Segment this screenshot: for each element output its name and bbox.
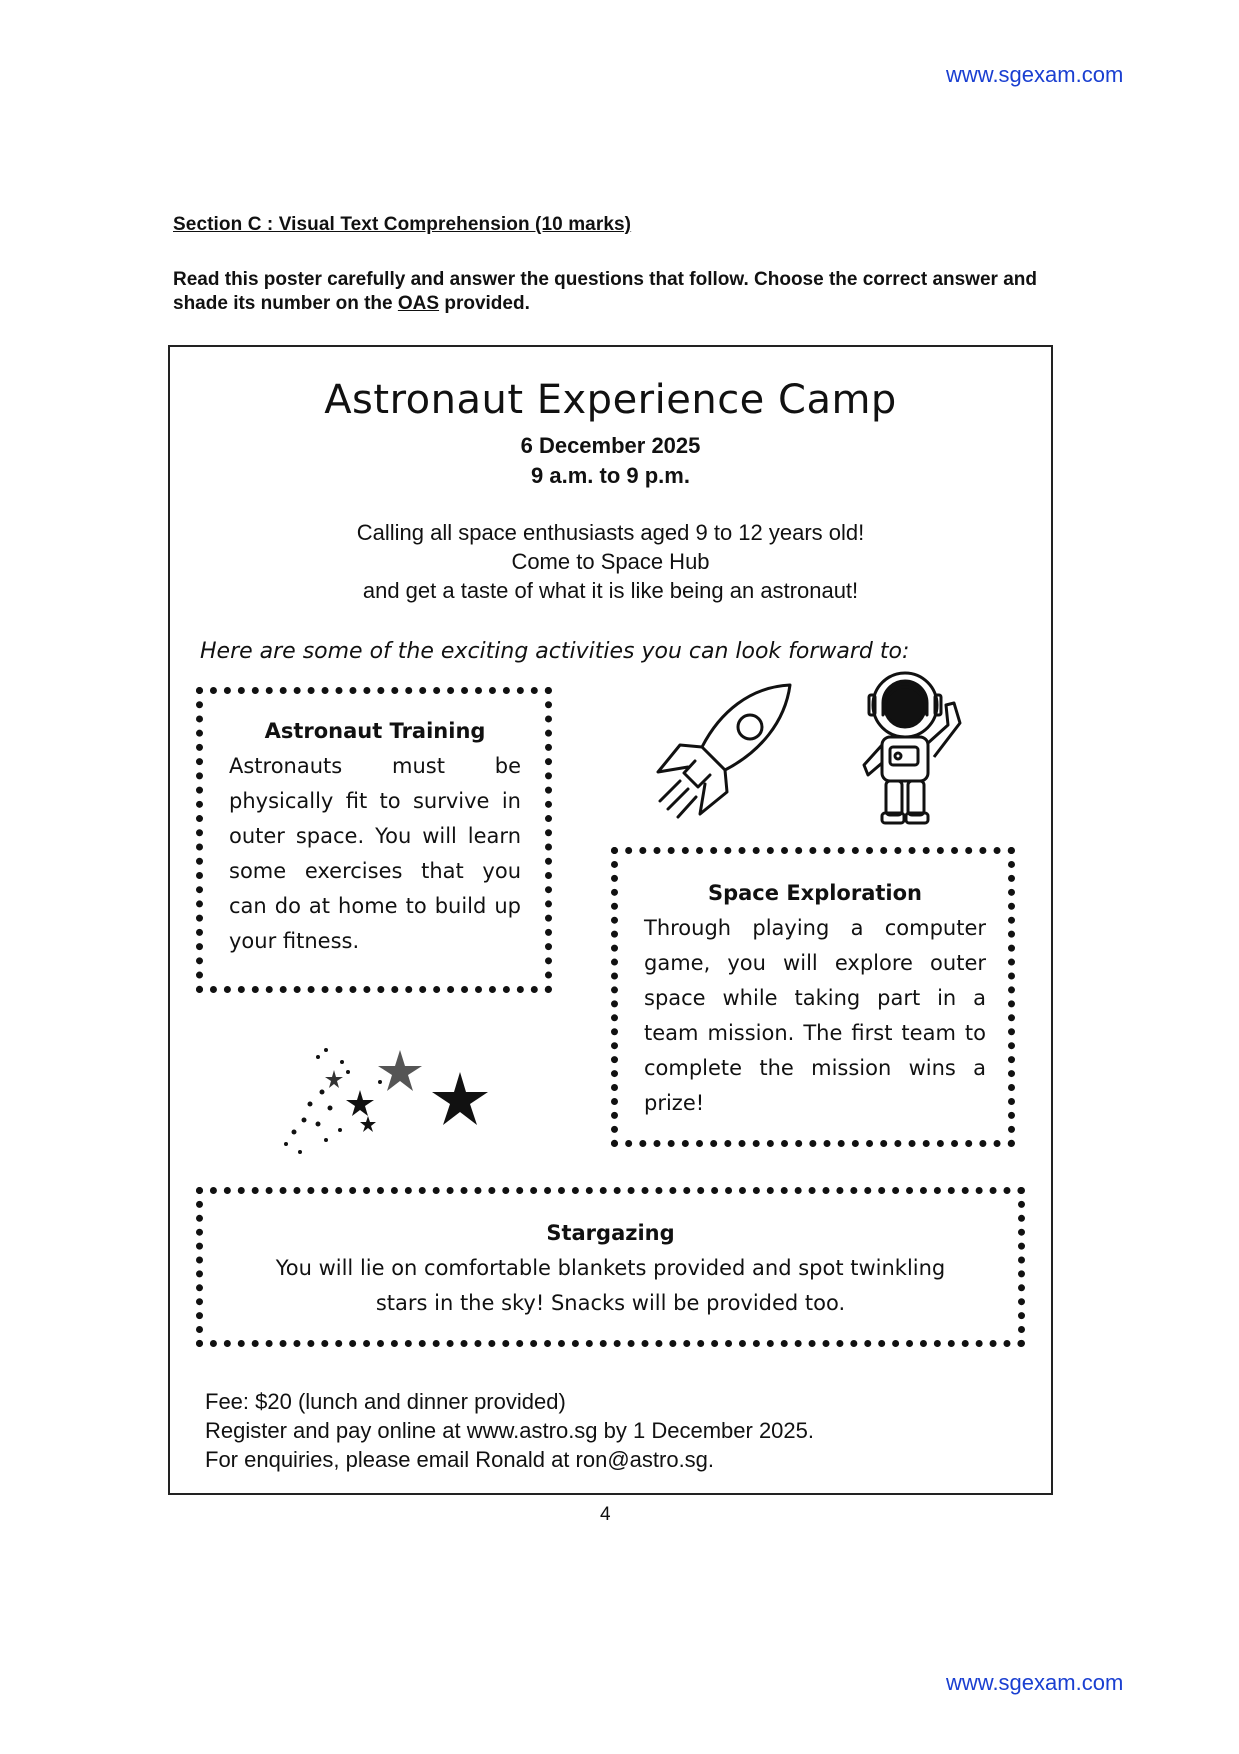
- activity-box-stargazing: [196, 1187, 1025, 1347]
- enquiry-line: For enquiries, please email Ronald at ron@astro.sg.: [205, 1447, 715, 1472]
- site-link-bottom[interactable]: www.sgexam.com: [946, 1670, 1124, 1695]
- section-heading: Section C : Visual Text Comprehension (10 marks): [173, 214, 632, 235]
- intro-line: Calling all space enthusiasts aged 9 to 12 years old!: [356, 520, 865, 545]
- activity-heading: Stargazing: [546, 1221, 675, 1245]
- register-line: Register and pay online at www.astro.sg by 1 December 2025.: [205, 1418, 814, 1443]
- instructions-oas: OAS: [397, 293, 440, 314]
- page-number: 4: [600, 1504, 611, 1525]
- instructions-text: Read this poster carefully and answer the questions that follow. Choose the correct answer and shade its number on the: [173, 269, 1037, 314]
- instructions-text-end: provided.: [439, 293, 530, 314]
- activity-heading: Astronaut Training: [264, 719, 486, 743]
- poster-title: Astronaut Experience Camp: [324, 377, 897, 423]
- activities-lead: Here are some of the exciting activities you can look forward to:: [200, 639, 910, 664]
- activity-body: Through playing a computer game, you will explore outer space while taking part in a team mission. The first team to complete the mission wins a prize!: [644, 916, 986, 1115]
- poster-time: 9 a.m. to 9 p.m.: [531, 463, 690, 488]
- instructions: [173, 268, 1073, 316]
- intro-line: and get a taste of what it is like being an astronaut!: [362, 578, 859, 603]
- site-link-top[interactable]: www.sgexam.com: [946, 62, 1124, 87]
- rocket-icon: [640, 677, 810, 827]
- activity-body: Astronauts must be physically fit to survive in outer space. You will learn some exercises that you can do at home to build up your fitness.: [229, 754, 521, 953]
- activity-box-exploration: [611, 847, 1015, 1147]
- activity-box-training: [196, 687, 552, 993]
- activity-body-line: stars in the sky! Snacks will be provided too.: [375, 1291, 846, 1315]
- astronaut-icon: [850, 665, 970, 835]
- poster-date: 6 December 2025: [520, 433, 701, 458]
- activity-body-line: You will lie on comfortable blankets provided and spot twinkling: [275, 1256, 946, 1280]
- intro-line: Come to Space Hub: [511, 549, 710, 574]
- fee-line: Fee: $20 (lunch and dinner provided): [205, 1389, 566, 1414]
- stars-icon: [260, 1012, 500, 1172]
- poster: [168, 345, 1053, 1495]
- activity-heading: Space Exploration: [707, 881, 923, 905]
